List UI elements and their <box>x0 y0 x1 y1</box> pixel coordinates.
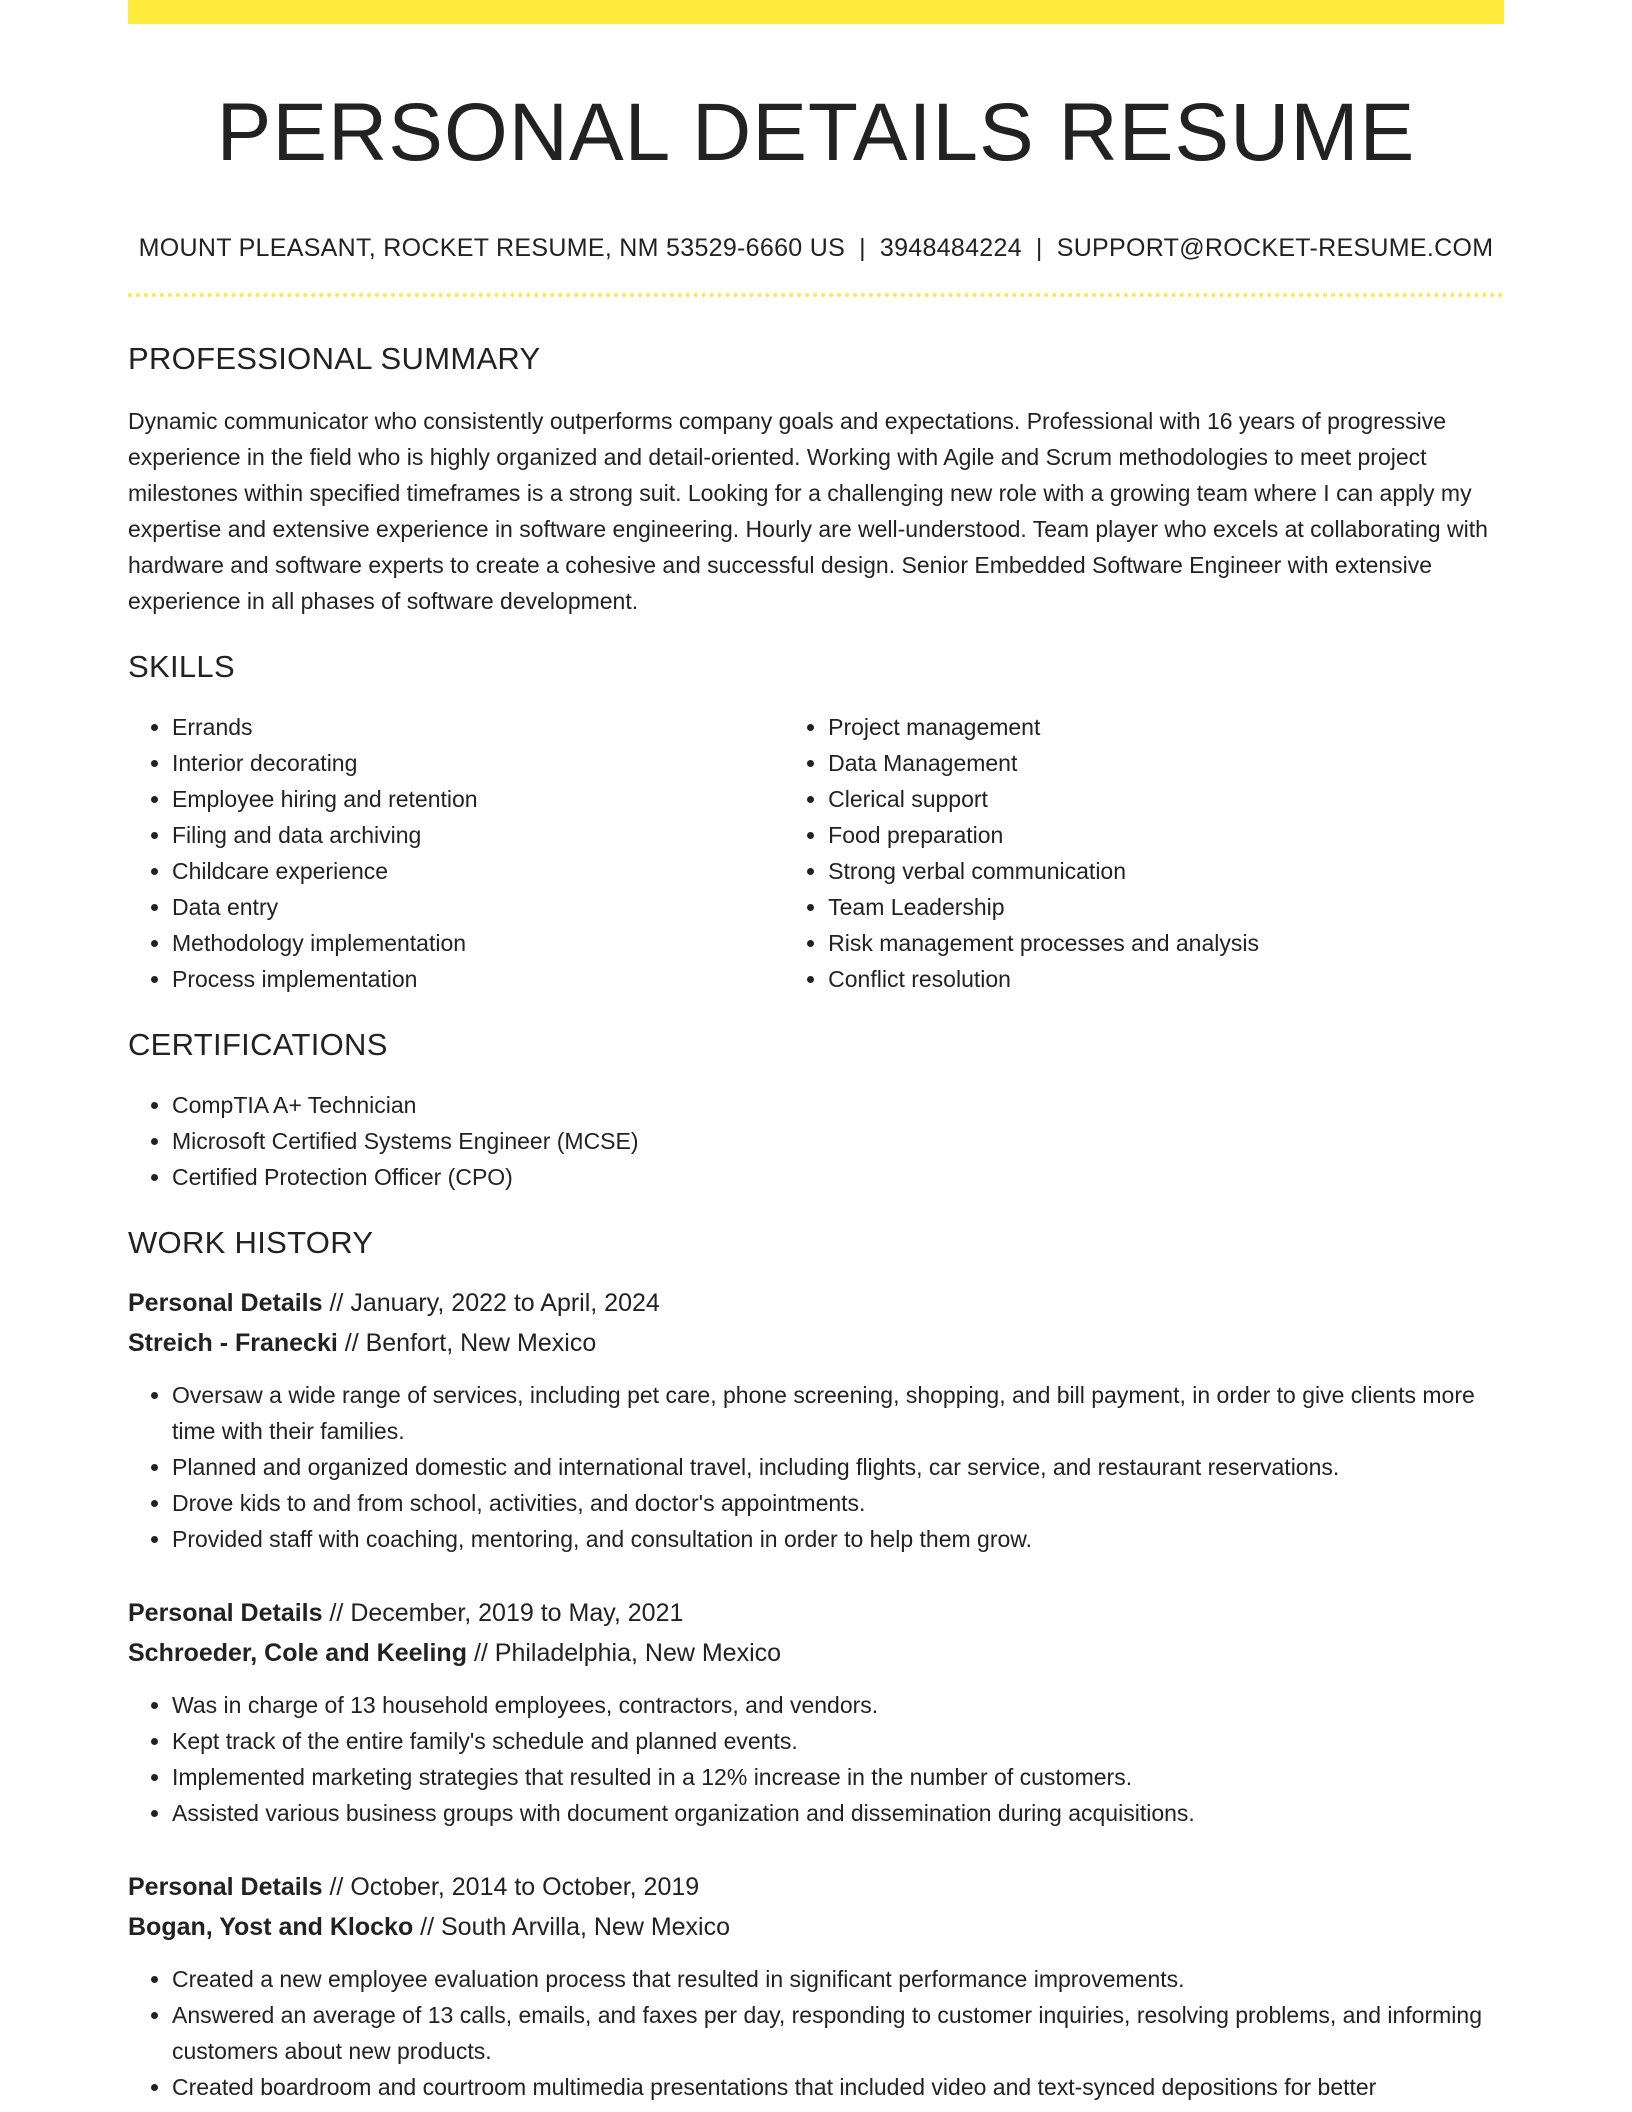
job-company-line <box>128 1633 1504 1673</box>
certification-item: • Certified Protection Officer (CPO) <box>172 1159 1504 1195</box>
skill-item: • Strong verbal communication <box>828 853 1504 889</box>
contact-email: SUPPORT@ROCKET-RESUME.COM <box>1056 234 1494 263</box>
job-role-line <box>128 1593 1504 1633</box>
contact-phone: 3948484224 <box>879 234 1022 263</box>
dotted-divider <box>128 293 1504 297</box>
job-bullet: • Provided staff with coaching, mentoring, and consultation in order to help them grow. <box>172 1521 1504 1557</box>
skill-item: • Errands <box>172 709 784 745</box>
work-history-heading: WORK HISTORY <box>128 1225 374 1261</box>
skill-item: • Interior decorating <box>172 745 784 781</box>
job-role-line <box>128 1283 1504 1323</box>
job-bullets <box>128 1377 1504 1557</box>
job-role: Personal Details <box>128 1873 323 1902</box>
skill-item: • Project management <box>828 709 1504 745</box>
job-dates: // October, 2014 to October, 2019 <box>329 1873 700 1902</box>
contact-line <box>128 234 1504 263</box>
skills-list-left <box>128 709 784 997</box>
job-location: // Philadelphia, New Mexico <box>473 1639 782 1668</box>
skill-item: • Childcare experience <box>172 853 784 889</box>
skill-item: • Employee hiring and retention <box>172 781 784 817</box>
skill-item: • Clerical support <box>828 781 1504 817</box>
job-company: Streich - Franecki <box>128 1329 338 1358</box>
job-dates: // December, 2019 to May, 2021 <box>329 1599 684 1628</box>
contact-separator: | <box>859 234 866 263</box>
contact-separator: | <box>1035 234 1043 263</box>
skill-item: • Data entry <box>172 889 784 925</box>
skill-item: • Team Leadership <box>828 889 1504 925</box>
skill-item: • Conflict resolution <box>828 961 1504 997</box>
job-bullet: • Planned and organized domestic and international travel, including flights, car service, and restaurant reservations. <box>172 1449 1504 1485</box>
job-role-line <box>128 1867 1504 1907</box>
job-company: Schroeder, Cole and Keeling <box>128 1639 467 1668</box>
summary-text: Dynamic communicator who consistently outperforms company goals and expectations. Professional with 16 years of progressive experience in the field who is highly organized and detail-oriented. Working with Agile and Scrum methodologies to meet project milestones within specified timeframes is a strong suit. Looking for a challenging new role with a growing team where I can apply my expertise and extensive experience in software engineering. Hourly are well-understood. Team player who excels at collaborating with hardware and software experts to create a cohesive and successful design. Senior Embedded Software Engineer with extensive experience in all phases of software development. <box>128 408 1488 615</box>
job-company-line <box>128 1907 1504 1947</box>
job-bullet: • Created a new employee evaluation process that resulted in significant performance improvements. <box>172 1961 1504 1997</box>
job-bullet: • Answered an average of 13 calls, emails, and faxes per day, responding to customer inquiries, resolving problems, and informing customers about new products. <box>172 1997 1504 2069</box>
resume-page <box>128 0 1504 2105</box>
skill-item: • Process implementation <box>172 961 784 997</box>
skill-item: • Methodology implementation <box>172 925 784 961</box>
job-bullets <box>128 1961 1504 2105</box>
certifications-list <box>128 1087 1504 1195</box>
top-accent-bar <box>128 0 1504 24</box>
job-entry <box>128 1867 1504 2105</box>
summary-heading: PROFESSIONAL SUMMARY <box>128 341 541 377</box>
job-dates: // January, 2022 to April, 2024 <box>329 1289 660 1318</box>
certification-item: • Microsoft Certified Systems Engineer (MCSE) <box>172 1123 1504 1159</box>
skills-list-right <box>784 709 1504 997</box>
job-bullet: • Implemented marketing strategies that resulted in a 12% increase in the number of customers. <box>172 1759 1504 1795</box>
job-entry <box>128 1593 1504 1831</box>
job-bullet: • Oversaw a wide range of services, including pet care, phone screening, shopping, and bill payment, in order to give clients more time with their families. <box>172 1377 1504 1449</box>
skill-item: • Risk management processes and analysis <box>828 925 1504 961</box>
job-bullet: • Kept track of the entire family's schedule and planned events. <box>172 1723 1504 1759</box>
certification-item: • CompTIA A+ Technician <box>172 1087 1504 1123</box>
job-entry <box>128 1283 1504 1557</box>
job-bullet: • Was in charge of 13 household employees, contractors, and vendors. <box>172 1687 1504 1723</box>
job-location: // South Arvilla, New Mexico <box>420 1913 731 1942</box>
job-company: Bogan, Yost and Klocko <box>128 1913 414 1942</box>
job-location: // Benfort, New Mexico <box>344 1329 597 1358</box>
job-role: Personal Details <box>128 1289 323 1318</box>
job-bullet: • Assisted various business groups with document organization and dissemination during acquisitions. <box>172 1795 1504 1831</box>
skill-item: • Food preparation <box>828 817 1504 853</box>
job-bullet: • Created boardroom and courtroom multimedia presentations that included video and text-synced depositions for better <box>172 2069 1504 2105</box>
certifications-heading: CERTIFICATIONS <box>128 1027 388 1063</box>
skill-item: • Filing and data archiving <box>172 817 784 853</box>
resume-title: PERSONAL DETAILS RESUME <box>216 87 1416 178</box>
job-role: Personal Details <box>128 1599 323 1628</box>
job-bullet: • Drove kids to and from school, activities, and doctor's appointments. <box>172 1485 1504 1521</box>
job-company-line <box>128 1323 1504 1363</box>
skills-heading: SKILLS <box>128 649 235 685</box>
skill-item: • Data Management <box>828 745 1504 781</box>
skills-columns <box>128 709 1504 997</box>
contact-address: MOUNT PLEASANT, ROCKET RESUME, NM 53529-6660 US <box>138 234 846 263</box>
job-bullets <box>128 1687 1504 1831</box>
